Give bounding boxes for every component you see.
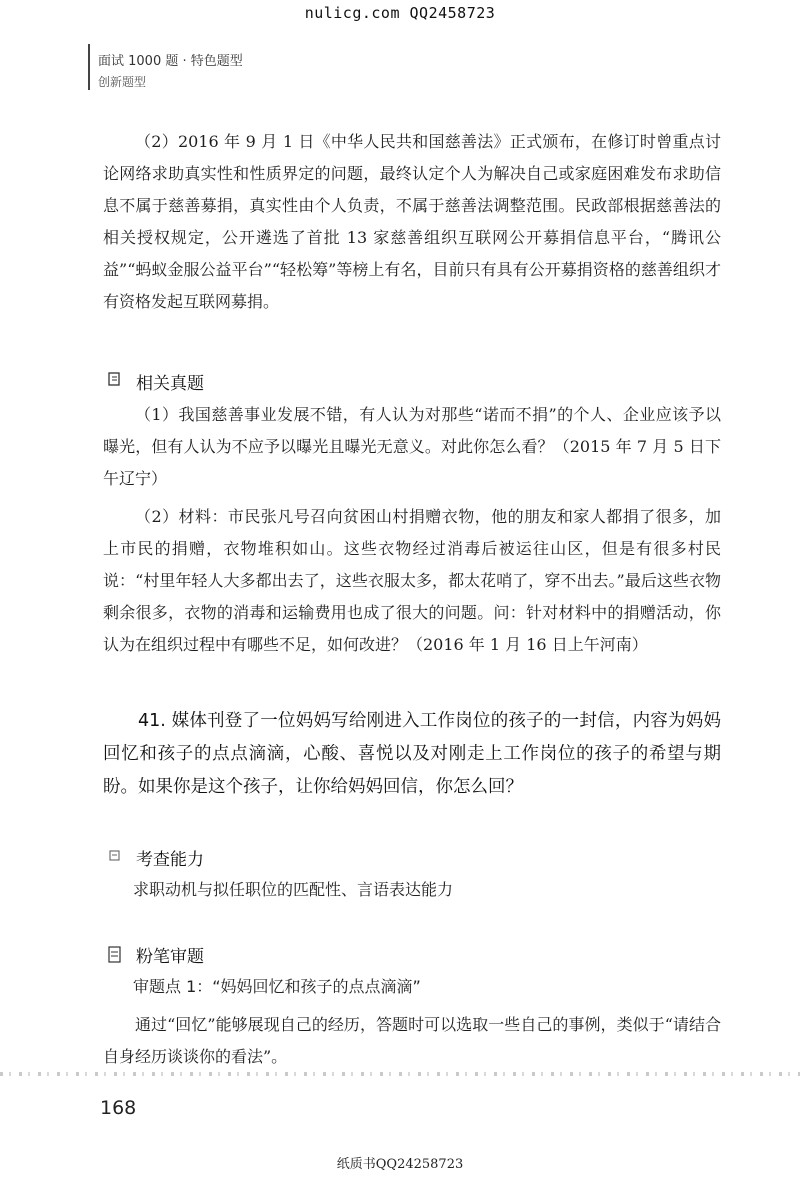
page-number: 168: [100, 1097, 137, 1119]
scan-noise-line: [0, 1072, 800, 1076]
header-title: 面试 1000 题 · 特色题型: [98, 54, 243, 69]
related-item-2: （2）材料：市民张凡号召向贫困山村捐赠衣物，他的朋友和家人都捐了很多，加上市民的捐赠，衣物堆积如山。这些衣物经过消毒后被运往山区，但是有很多村民说：“村里年轻人大多都出去了，这些衣服太多，都太花哨了，穿不出去。”最后这些衣物剩余很多，衣物的消毒和运输费用也成了很大的问题。问：针对材料中的捐赠活动，你认为在组织过程中有哪些不足，如何改进？（2016 年 1 月 16 日上午河南）: [103, 507, 721, 654]
header-divider: [88, 44, 90, 90]
watermark-top: nulicg.com QQ2458723: [304, 4, 496, 22]
magnifier-icon: [108, 945, 122, 965]
ability-text: 求职动机与拟任职位的匹配性、言语表达能力: [133, 880, 454, 899]
intro-paragraph: （2）2016 年 9 月 1 日《中华人民共和国慈善法》正式颁布，在修订时曾重点讨论网络求助真实性和性质界定的问题，最终认定个人为解决自己或家庭困难发布求助信息不属于慈善募捐，真实性由个人负责，不属于慈善法调整范围。民政部根据慈善法的相关授权规定，公开遴选了首批 13 家慈善组织互联网公开募捐信息平台，“腾讯公益”“蚂蚁金服公益平台”“轻松筹”等榜上有名，目前只有具有公开募捐资格的慈善组织才有资格发起互联网募捐。: [103, 132, 721, 311]
section-title-related: 相关真题: [136, 374, 204, 394]
analysis-point-label: 审题点 1：“妈妈回忆和孩子的点点滴滴”: [133, 977, 421, 996]
watermark-bottom: 纸质书QQ24258723: [336, 1157, 464, 1172]
section-title-analysis: 粉笔审题: [136, 947, 204, 967]
question-41: 41. 媒体刊登了一位妈妈写给刚进入工作岗位的孩子的一封信，内容为妈妈回忆和孩子的点点滴滴，心酸、喜悦以及对刚走上工作岗位的孩子的希望与期盼。如果你是这个孩子，让你给妈妈回信，你怎么回？: [103, 711, 721, 797]
analysis-text: 通过“回忆”能够展现自己的经历，答题时可以选取一些自己的事例，类似于“请结合自身经历谈谈你的看法”。: [103, 1015, 721, 1066]
section-title-ability: 考查能力: [136, 850, 204, 870]
checklist-icon: [108, 849, 122, 863]
related-item-1: （1）我国慈善事业发展不错，有人认为对那些“诺而不捐”的个人、企业应该予以曝光，但有人认为不应予以曝光且曝光无意义。对此你怎么看？（2015 年 7 月 5 日下午辽宁）: [103, 405, 721, 488]
header-subtitle: 创新题型: [98, 75, 147, 89]
book-icon: [108, 372, 122, 386]
